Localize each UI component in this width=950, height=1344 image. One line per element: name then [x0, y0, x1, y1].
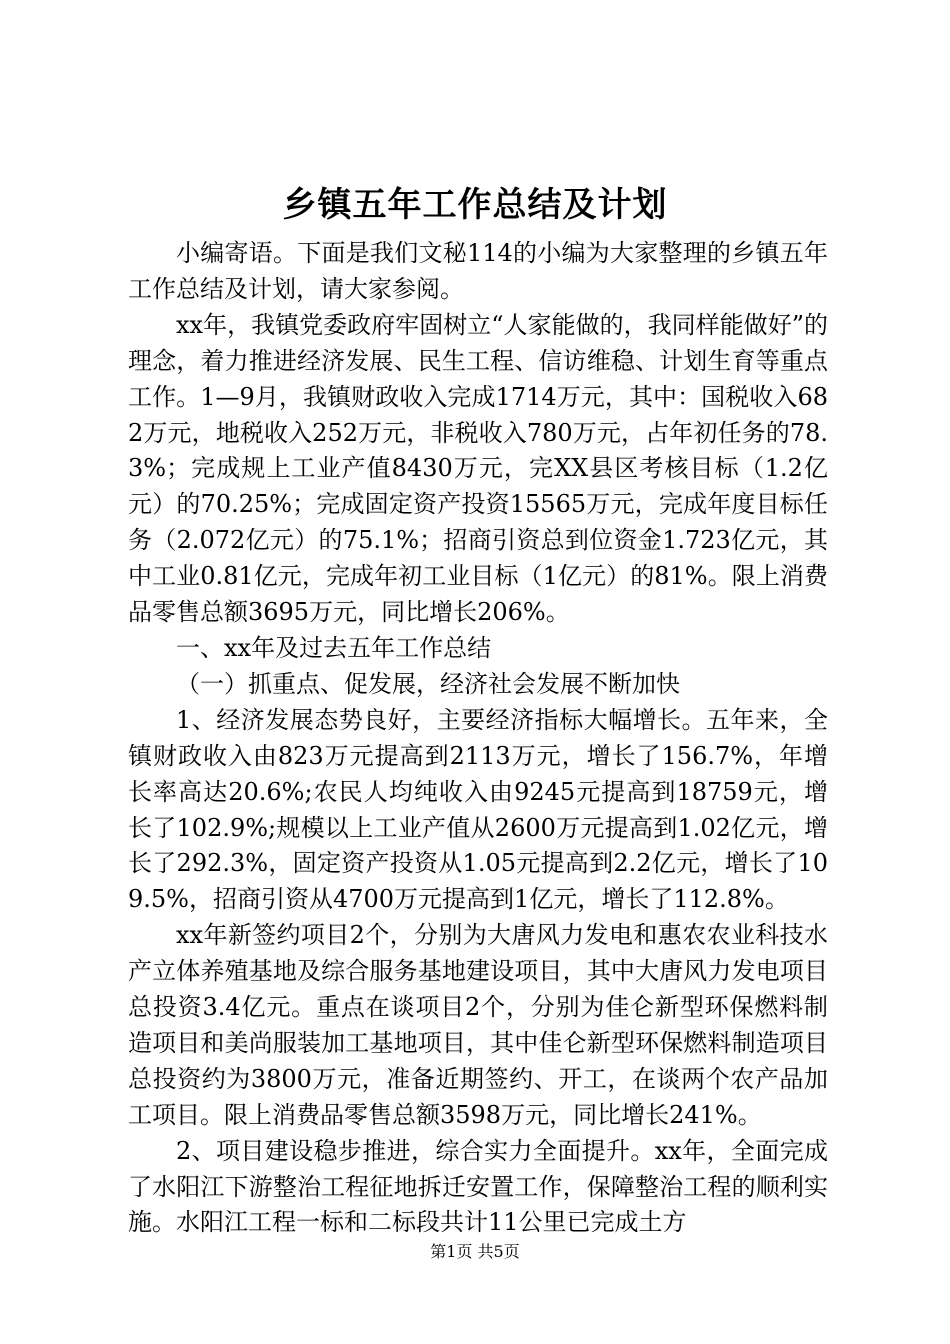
page-footer: 第1页 共5页 — [430, 1242, 520, 1261]
paragraph-intro: 小编寄语。下面是我们文秘114的小编为大家整理的乡镇五年工作总结及计划，请大家参阅。 — [128, 239, 828, 303]
paragraph-project-construction: 2、项目建设稳步推进，综合实力全面提升。xx年，全面完成了水阳江下游整治工程征地拆迁安置工作，保障整治工程的顺利实施。水阳江工程一标和二标段共计11公里已完成土方 — [128, 1136, 828, 1237]
document-title: 乡镇五年工作总结及计划 — [282, 185, 668, 225]
paragraph-new-projects: xx年新签约项目2个，分别为大唐风力发电和惠农农业科技水产立体养殖基地及综合服务基地建设项目，其中大唐风力发电项目总投资3.4亿元。重点在谈项目2个，分别为佳仑新型环保燃料制造项目和美尚服装加工基地项目，其中佳仑新型环保燃料制造项目总投资约为3800万元，准备近期签约、开工，在谈两个农产品加工项目。限上消费品零售总额3598万元，同比增长241%。 — [128, 921, 828, 1129]
subsection-heading-1: （一）抓重点、促发展，经济社会发展不断加快 — [176, 669, 680, 698]
paragraph-overview: xx年，我镇党委政府牢固树立“人家能做的，我同样能做好”的理念，着力推进经济发展、民生工程、信访维稳、计划生育等重点工作。1—9月，我镇财政收入完成1714万元，其中：国税收入682万元，地税收入252万元，非税收入780万元，占年初任务的78.3%；完成规上工业产值8430万元，完XX县区考核目标（1.2亿元）的70.25%；完成固定资产投资15565万元，完成年度目标任务（2.072亿元）的75.1%；招商引资总到位资金1.723亿元，其中工业0.81亿元，完成年初工业目标（1亿元）的81%。限上消费品零售总额3695万元，同比增长206%。 — [128, 310, 828, 627]
section-heading-1: 一、xx年及过去五年工作总结 — [176, 633, 492, 662]
document-body — [128, 236, 828, 1241]
paragraph-economic-development: 1、经济发展态势良好，主要经济指标大幅增长。五年来，全镇财政收入由823万元提高到2113万元，增长了156.7%，年增长率高达20.6%;农民人均纯收入由9245元提高到18759元，增长了102.9%;规模以上工业产值从2600万元提高到1.02亿元，增长了292.3%，固定资产投资从1.05元提高到2.2亿元，增长了109.5%，招商引资从4700万元提高到1亿元，增长了112.8%。 — [128, 705, 828, 914]
